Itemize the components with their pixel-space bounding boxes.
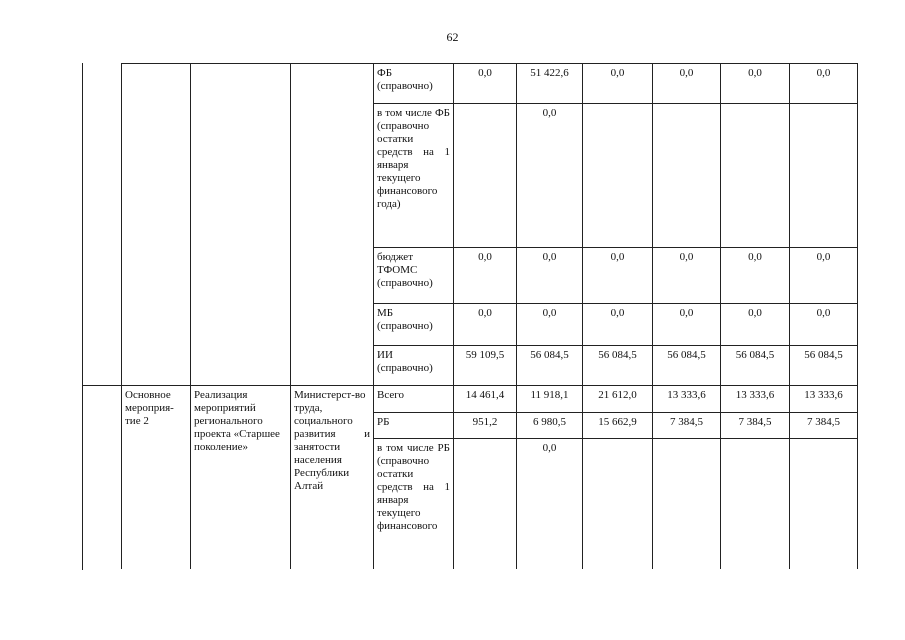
- value-cell: [653, 439, 721, 569]
- value-cell: 51 422,6: [517, 64, 583, 104]
- funding-source-cell: РБ: [374, 413, 454, 439]
- value-cell: 59 109,5: [454, 346, 517, 386]
- value-cell: 13 333,6: [721, 386, 790, 413]
- value-cell: 6 980,5: [517, 413, 583, 439]
- value-cell: 0,0: [583, 248, 653, 304]
- funding-source-cell: Всего: [374, 386, 454, 413]
- value-cell: 0,0: [517, 304, 583, 346]
- value-cell: 7 384,5: [721, 413, 790, 439]
- executor-cell: Министерст-во труда, социального развития и занятости населения Республики Алтай: [291, 386, 374, 569]
- value-cell: 0,0: [454, 64, 517, 104]
- value-cell: 15 662,9: [583, 413, 653, 439]
- value-cell: [454, 104, 517, 248]
- value-cell: 0,0: [583, 64, 653, 104]
- value-cell: [583, 439, 653, 569]
- value-cell: 56 084,5: [790, 346, 858, 386]
- page-number: 62: [446, 30, 459, 44]
- value-cell: 951,2: [454, 413, 517, 439]
- funding-source-cell: МБ (справочно): [374, 304, 454, 346]
- value-cell: 56 084,5: [721, 346, 790, 386]
- value-cell: 0,0: [790, 248, 858, 304]
- value-cell: [790, 439, 858, 569]
- value-cell: 7 384,5: [790, 413, 858, 439]
- value-cell: 0,0: [517, 248, 583, 304]
- value-cell: [653, 104, 721, 248]
- executor-cell-empty: [291, 64, 374, 386]
- value-cell: [721, 439, 790, 569]
- name-cell-empty: [191, 64, 291, 386]
- value-cell: 0,0: [653, 64, 721, 104]
- value-cell: 0,0: [653, 304, 721, 346]
- margin-column-line: [82, 63, 83, 570]
- value-cell: 13 333,6: [790, 386, 858, 413]
- value-cell: 56 084,5: [517, 346, 583, 386]
- value-cell: 0,0: [721, 64, 790, 104]
- value-cell: 0,0: [653, 248, 721, 304]
- value-cell: [721, 104, 790, 248]
- funding-source-cell: в том числе РБ (справочно остатки средств на 1 января текущего финансового: [374, 439, 454, 569]
- value-cell: 0,0: [721, 304, 790, 346]
- value-cell: 14 461,4: [454, 386, 517, 413]
- value-cell: 11 918,1: [517, 386, 583, 413]
- value-cell: 7 384,5: [653, 413, 721, 439]
- value-cell: [790, 104, 858, 248]
- measure-name-cell: Реализация мероприятий регионального проекта «Старшее поколение»: [191, 386, 291, 569]
- value-cell: [454, 439, 517, 569]
- value-cell: 21 612,0: [583, 386, 653, 413]
- margin-row-divider: [82, 385, 121, 386]
- value-cell: 56 084,5: [653, 346, 721, 386]
- table-row: [122, 386, 858, 413]
- funding-source-cell: ИИ (справочно): [374, 346, 454, 386]
- value-cell: 0,0: [454, 248, 517, 304]
- value-cell: 13 333,6: [653, 386, 721, 413]
- funding-source-cell: в том числе ФБ (справочно остатки средств на 1 января текущего финансового года): [374, 104, 454, 248]
- status-cell-empty: [122, 64, 191, 386]
- value-cell: [583, 104, 653, 248]
- value-cell: 0,0: [790, 304, 858, 346]
- value-cell: 0,0: [583, 304, 653, 346]
- value-cell: 0,0: [517, 104, 583, 248]
- funding-source-cell: ФБ (справочно): [374, 64, 454, 104]
- value-cell: 0,0: [454, 304, 517, 346]
- value-cell: 0,0: [517, 439, 583, 569]
- value-cell: 0,0: [790, 64, 858, 104]
- funding-source-cell: бюджет ТФОМС (справочно): [374, 248, 454, 304]
- value-cell: 56 084,5: [583, 346, 653, 386]
- value-cell: 0,0: [721, 248, 790, 304]
- budget-table: [121, 63, 858, 569]
- table-row: [122, 64, 858, 104]
- status-cell: Основное мероприя-тие 2: [122, 386, 191, 569]
